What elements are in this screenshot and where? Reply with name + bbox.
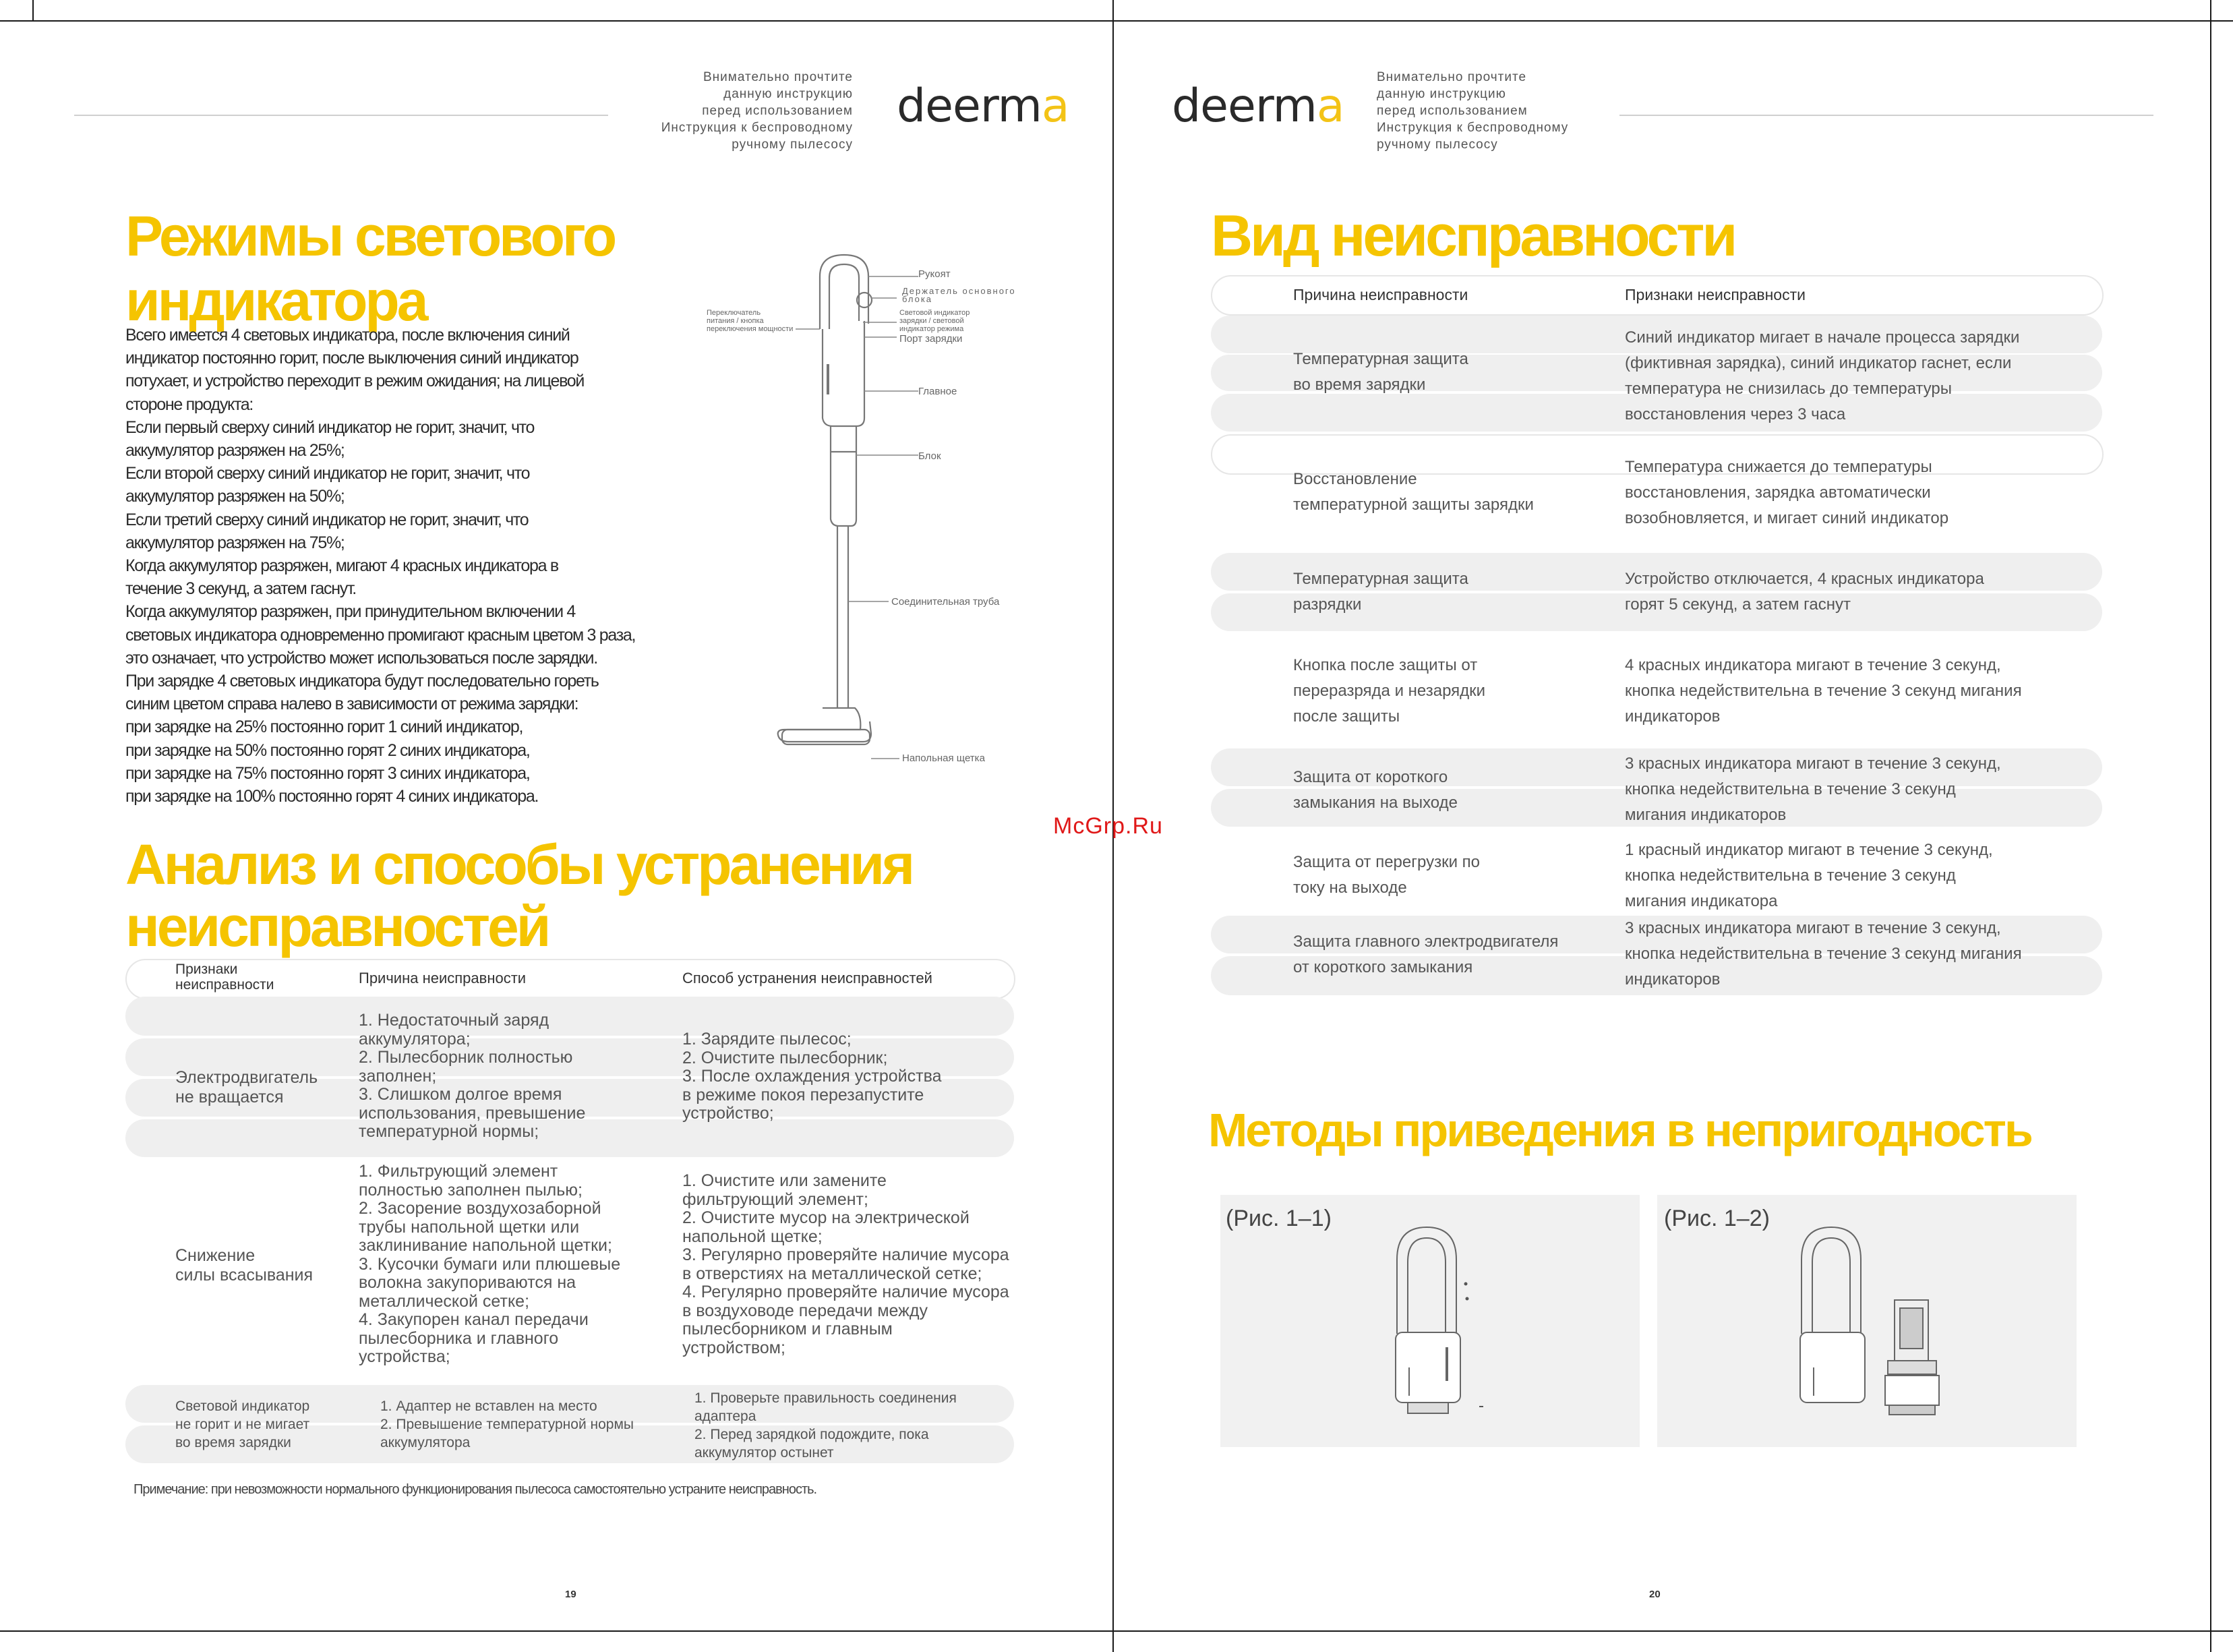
section-title-fault-types: Вид неисправности: [1211, 204, 1735, 268]
section-title-disposal: Методы приведения в непригодность: [1208, 1104, 2031, 1156]
row1-symptom: Электродвигатель не вращается: [175, 1068, 318, 1107]
logo-text: deerm: [1172, 80, 1317, 133]
figure-1-2-caption: (Рис. 1–2): [1664, 1206, 1770, 1231]
r-row4-cause: Кнопка после защиты от переразряда и незарядки после защиты: [1293, 656, 1486, 726]
block-body: [831, 426, 856, 526]
row3-cause: 1. Адаптер не вставлен на место 2. Превышение температурной нормы аккумулятора: [380, 1398, 634, 1450]
page-number-right: 20: [1649, 1589, 1661, 1600]
r-row7-cause: Защита главного электродвигателя от короткого замыкания: [1293, 933, 1559, 976]
indicator-modes-text: Всего имеется 4 световых индикатора, после включения синий индикатор постоянно горит, после выключения синий индикатор потухает, и устройство переходит в режим ожидания; на лицевой стороне продукта: Если первый сверху синий индикатор не горит, значит, что аккумулятор разряжен на 25%; Если второй сверху синий индикатор не горит, значит, что аккумулятор разряжен на 50%; Если третий сверху синий индикатор не горит, значит, что аккумулятор разряжен на 75%; Когда аккумулятор разряжен, мигают 4 красных индикатора в течение 3 секунд, а затем гаснут. Когда аккумулятор разряжен, при принудительном включении 4 световых индикатора одновременно промигают красным цветом 3 раза, это означает, что устройство может использоваться после зарядки. При зарядке 4 световых индикатора будут последовательно гореть синим цветом справа налево в зависимости от режима зарядки: при зарядке на 25% постоянно горит 1 синий индикатор, при зарядке на 50% постоянно горят 2 синих индикатора, при зарядке на 75% постоянно горят 3 синих индикатора, при зарядке на 100% постоянно горят 4 синих индикатора.: [125, 326, 636, 806]
r-row3-cause: Температурная защита разрядки: [1293, 570, 1468, 614]
r-row7-signs: 3 красных индикатора мигают в течение 3 секунд, кнопка недействительна в течение 3 секунд мигания индикаторов: [1625, 919, 2022, 989]
r-row6-signs: 1 красный индикатор мигают в течение 3 секунд, кнопка недействительна в течение 3 секунд мигания индикатора: [1625, 841, 1993, 910]
row2-cause: 1. Фильтрующий элемент полностью заполнен пылью; 2. Засорение воздухозаборной трубы напольной щетки или заклинивание напольной щетки; 3. Кусочки бумаги или плюшевые волокна закупориваются на металлической сетке; 4. Закупорен канал передачи пылесборника и главного устройства;: [359, 1162, 621, 1366]
left-th-cause: Причина неисправности: [359, 970, 527, 986]
r-row5-signs: 3 красных индикатора мигают в течение 3 секунд, кнопка недействительна в течение 3 секунд мигания индикаторов: [1625, 755, 2001, 824]
r-row3-signs: Устройство отключается, 4 красных индикатора горят 5 секунд, а затем гаснут: [1625, 570, 1984, 614]
label-handle: Рукоят: [918, 268, 951, 280]
header-text-right: Внимательно прочтите данную инструкцию перед использованием Инструкция к беспроводному ручному пылесосу: [1377, 70, 1569, 152]
right-th-signs: Признаки неисправности: [1625, 286, 1806, 303]
header-rule-left: [74, 115, 608, 116]
r-row5-cause: Защита от короткого замыкания на выходе: [1293, 768, 1458, 812]
figure-1-2-drawing: [1787, 1219, 1942, 1435]
troubleshooting-note: Примечание: при невозможности нормального функционирования пылесоса самостоятельно устраните неисправность.: [133, 1482, 817, 1497]
left-top-tick: [32, 0, 34, 20]
label-switch: Переключатель питания / кнопка переключения мощности: [707, 309, 794, 333]
right-th-cause: Причина неисправности: [1293, 286, 1468, 303]
section-title-indicator-modes: Режимы светового индикатора: [125, 204, 615, 332]
logo-text: deerm: [897, 80, 1042, 133]
watermark: McGrp.Ru: [1053, 813, 1163, 839]
r-row1-cause: Температурная защита во время зарядки: [1293, 350, 1468, 394]
row1-fix: 1. Зарядите пылесос; 2. Очистите пылесборник; 3. После охлаждения устройства в режиме покоя перезапустите устройство;: [682, 1030, 942, 1123]
bottom-rule: [0, 1630, 2233, 1632]
logo-left: [897, 80, 1069, 133]
row1-cause: 1. Недостаточный заряд аккумулятора; 2. Пылесборник полностью заполнен; 3. Слишком долгое время использования, превышение температурной нормы;: [359, 1011, 586, 1141]
label-block: Блок: [918, 450, 941, 462]
row2-symptom: Снижение силы всасывания: [175, 1246, 314, 1285]
r-row2-signs: Температура снижается до температуры восстановления, зарядка автоматически возобновляется, и мигает синий индикатор: [1625, 458, 1949, 527]
logo-mark: a: [1041, 80, 1069, 133]
left-th-fix: Способ устранения неисправностей: [682, 970, 932, 986]
page-number-left: 19: [565, 1589, 576, 1600]
row2-fix: 1. Очистите или замените фильтрующий элемент; 2. Очистите мусор на электрической напольной щетке; 3. Регулярно проверяйте наличие мусора в отверстиях на металлической сетке; 4. Регулярно проверяйте наличие мусора в воздуховоде передачи между пылесборником и главным устройством;: [682, 1171, 1009, 1357]
header-text-left: Внимательно прочтите данную инструкцию перед использованием Инструкция к беспроводному ручному пылесосу: [661, 70, 853, 152]
label-port: Порт зарядки: [899, 333, 963, 345]
label-brush: Напольная щетка: [902, 753, 985, 764]
left-th-symptom: Признаки неисправности: [175, 962, 274, 993]
handle-inner: [829, 264, 859, 329]
row3-fix: 1. Проверьте правильность соединения адаптера 2. Перед зарядкой подождите, пока аккумулятор остынет: [694, 1390, 957, 1461]
r-row1-signs: Синий индикатор мигает в начале процесса зарядки (фиктивная зарядка), синий индикатор гаснет, если температура не снизилась до температуры восстановления через 3 часа: [1625, 328, 2020, 423]
label-main: Главное: [918, 386, 957, 397]
right-edge: [2210, 0, 2211, 1652]
handle-outline: [820, 255, 868, 329]
r-row2-cause: Восстановление температурной защиты зарядки: [1293, 470, 1534, 514]
figure-1-1-drawing: [1382, 1219, 1490, 1435]
section-title-troubleshooting: Анализ и способы устранения неисправностей: [125, 833, 913, 958]
header-rule-right: [1619, 115, 2153, 116]
label-tube: Соединительная труба: [891, 596, 1000, 608]
row3-symptom: Световой индикатор не горит и не мигает во время зарядки: [175, 1398, 310, 1450]
label-indicator: Световой индикатор зарядки / световой индикатор режима: [899, 309, 970, 333]
top-rule: [0, 20, 2233, 22]
logo-right: [1172, 80, 1344, 133]
r-row4-signs: 4 красных индикатора мигают в течение 3 секунд, кнопка недействительна в течение 3 секунд мигания индикаторов: [1625, 656, 2022, 726]
r-row6-cause: Защита от перегрузки по току на выходе: [1293, 853, 1481, 897]
figure-1-1-caption: (Рис. 1–1): [1226, 1206, 1332, 1231]
connecting-tube: [837, 526, 848, 708]
logo-mark: a: [1316, 80, 1344, 133]
label-holder: Держатель основного блока: [902, 286, 1016, 304]
floor-brush: [778, 708, 871, 742]
